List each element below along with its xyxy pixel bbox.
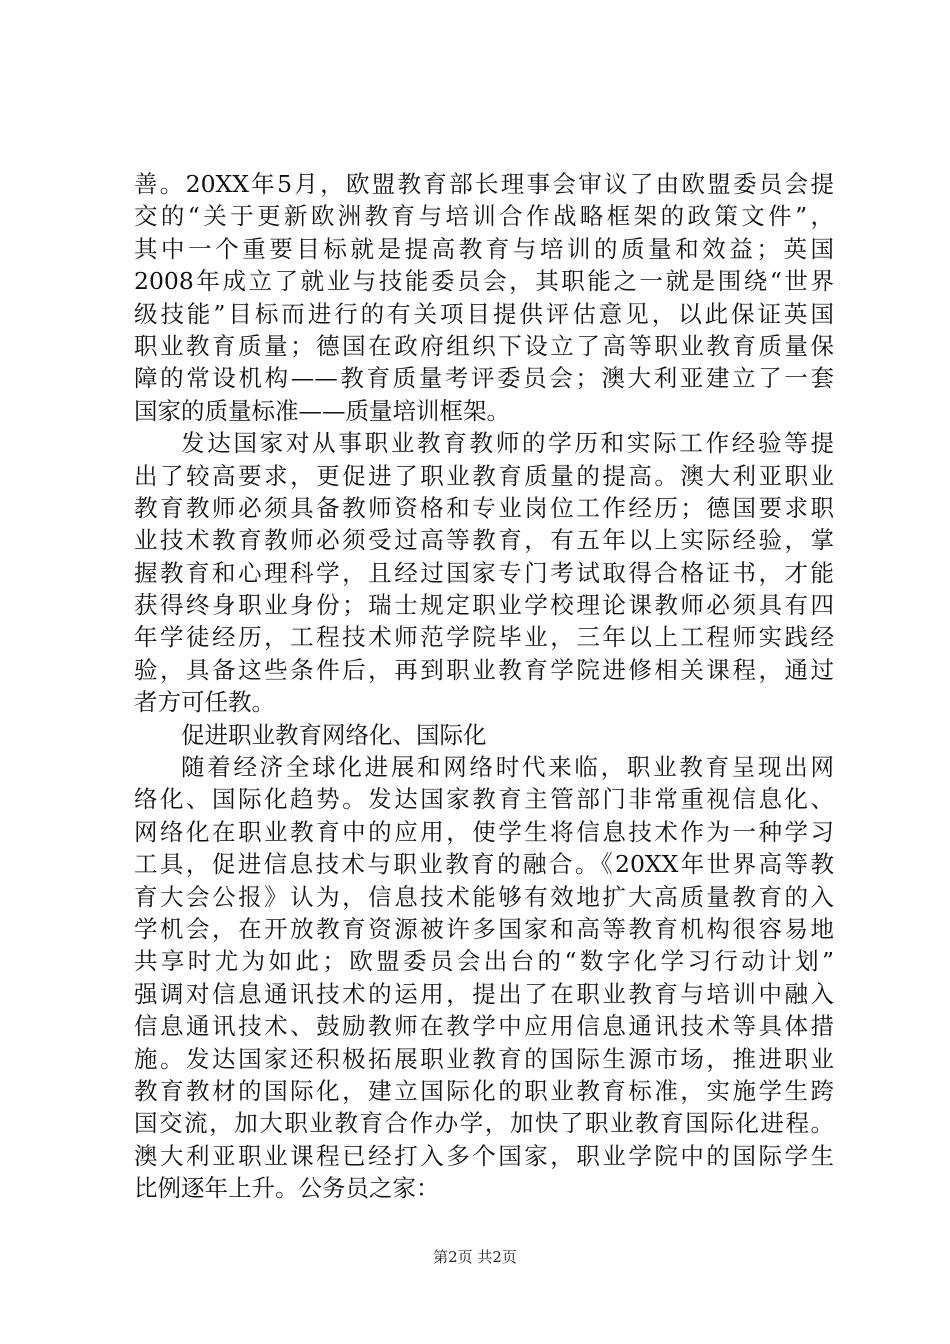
text-line: 出了较高要求，更促进了职业教育质量的提高。澳大利亚职业 xyxy=(134,461,834,490)
text-line: 获得终身职业身份；瑞士规定职业学校理论课教师必须具有四 xyxy=(134,591,834,620)
text-line: 施。发达国家还积极拓展职业教育的国际生源市场，推进职业 xyxy=(134,1044,834,1073)
text-line: 学机会，在开放教育资源被许多国家和高等教育机构很容易地 xyxy=(134,914,834,943)
text-line: 交的“关于更新欧洲教育与培训合作战略框架的政策文件”， xyxy=(134,202,834,231)
text-line: 障的常设机构——教育质量考评委员会；澳大利亚建立了一套 xyxy=(134,364,834,393)
text-line: 年学徒经历，工程技术师范学院毕业，三年以上工程师实践经 xyxy=(134,623,834,652)
text-line: 职业教育质量；德国在政府组织下设立了高等职业教育质量保 xyxy=(134,331,834,360)
text-line: 国家的质量标准——质量培训框架。 xyxy=(134,396,510,425)
body-text xyxy=(134,168,834,1205)
text-line: 验，具备这些条件后，再到职业教育学院进修相关课程，通过 xyxy=(134,655,834,684)
text-line: 澳大利亚职业课程已经打入多个国家，职业学院中的国际学生 xyxy=(134,1141,834,1170)
text-line: 善。20XX年5月，欧盟教育部长理事会审议了由欧盟委员会提 xyxy=(134,170,834,198)
text-line: 共享时尤为如此；欧盟委员会出台的“数字化学习行动计划” xyxy=(134,947,834,976)
text-line: 强调对信息通讯技术的运用，提出了在职业教育与培训中融入 xyxy=(134,979,834,1008)
text-line: 者方可任教。 xyxy=(134,688,275,717)
text-line: 络化、国际化趋势。发达国家教育主管部门非常重视信息化、 xyxy=(134,785,834,814)
text-line: 网络化在职业教育中的应用，使学生将信息技术作为一种学习 xyxy=(134,817,834,846)
text-line: 级技能”目标而进行的有关项目提供评估意见，以此保证英国 xyxy=(134,299,834,328)
text-line: 业技术教育教师必须受过高等教育，有五年以上实际经验，掌 xyxy=(134,526,834,555)
text-line: 工具，促进信息技术与职业教育的融合。《20XX年世界高等教 xyxy=(134,850,834,879)
text-line: 握教育和心理科学，且经过国家专门考试取得合格证书，才能 xyxy=(134,558,834,587)
text-line: 信息通讯技术、鼓励教师在教学中应用信息通讯技术等具体措 xyxy=(134,1012,834,1041)
page-footer: 第2页 共2页 xyxy=(433,1248,517,1266)
text-line: 教育教师必须具备教师资格和专业岗位工作经历；德国要求职 xyxy=(134,493,834,522)
text-line: 2008年成立了就业与技能委员会，其职能之一就是围绕“世界 xyxy=(134,267,834,296)
text-line: 教育教材的国际化，建立国际化的职业教育标准，实施学生跨 xyxy=(134,1076,834,1105)
text-line: 促进职业教育网络化、国际化 xyxy=(181,720,487,749)
text-line: 国交流，加大职业教育合作办学，加快了职业教育国际化进程。 xyxy=(134,1109,834,1138)
text-line: 比例逐年上升。公务员之家： xyxy=(134,1174,440,1203)
text-line: 发达国家对从事职业教育教师的学历和实际工作经验等提 xyxy=(181,429,834,458)
text-line: 随着经济全球化进展和网络时代来临，职业教育呈现出网 xyxy=(181,753,834,782)
text-line: 其中一个重要目标就是提高教育与培训的质量和效益；英国 xyxy=(134,234,834,263)
text-line: 育大会公报》认为，信息技术能够有效地扩大高质量教育的入 xyxy=(134,882,834,911)
